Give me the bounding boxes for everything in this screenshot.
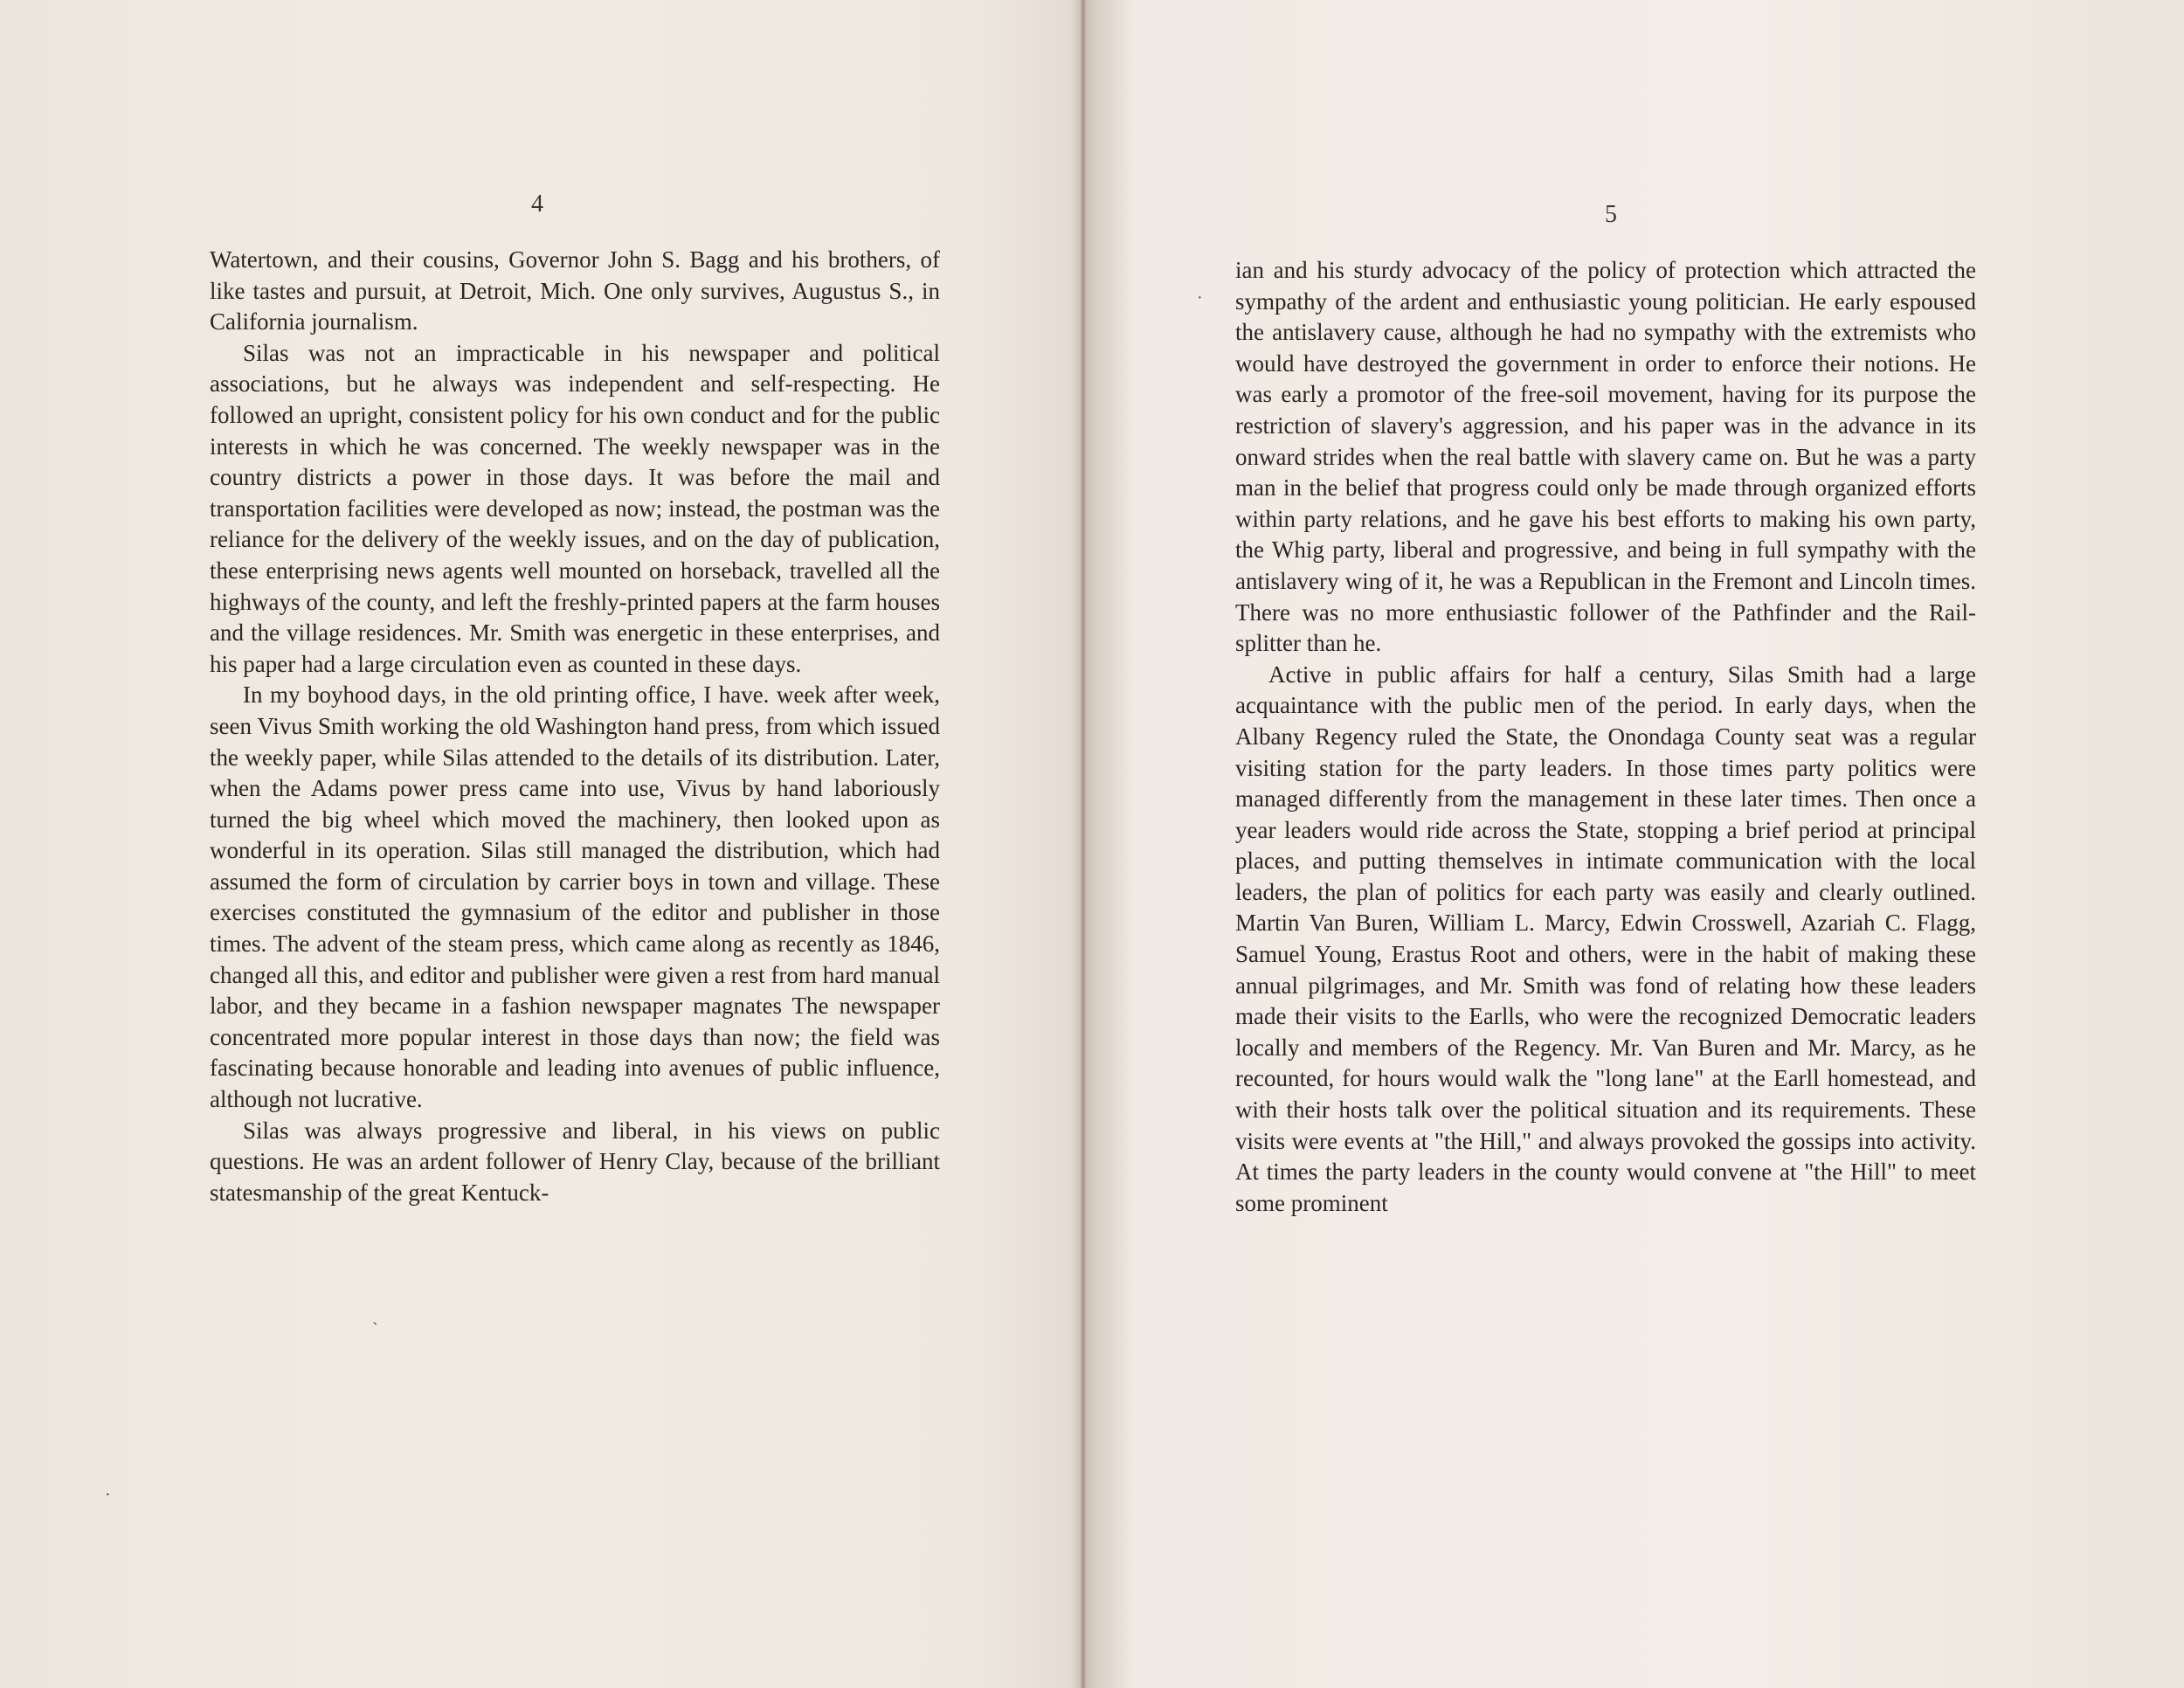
right-page <box>1087 0 2184 1688</box>
paragraph: Silas was always progressive and liberal, in his views on public questions. He was an ardent follower of Henry Clay, because of the brilliant statesmanship of the great Kentuck- <box>210 1117 940 1206</box>
left-page-text <box>210 245 940 1208</box>
book-gutter <box>1080 0 1087 1688</box>
right-page-text <box>1235 255 1976 1219</box>
paragraph: Active in public affairs for half a century, Silas Smith had a large acquaintance with the public men of the period. In early days, when the Albany Regency ruled the State, the Onondaga County seat was a regular visiting station for the party leaders. In those times party politics were managed differently from the management in these later times. Then once a year leaders would ride across the State, stopping a brief period at principal places, and putting themselves in intimate communication with the local leaders, the plan of politics for each party was easily and clearly outlined. Martin Van Buren, William L. Marcy, Edwin Crosswell, Azariah C. Flagg, Samuel Young, Erastus Root and others, were in the habit of making these annual pilgrimages, and Mr. Smith was fond of relating how these leaders made their visits to the Earlls, who were the recognized Democratic leaders locally and members of the Regency. Mr. Van Buren and Mr. Marcy, as he recounted, for hours would walk the "long lane" at the Earll homestead, and with their hosts talk over the political situation and its requirements. These visits were events at "the Hill," and always provoked the gossips into activity. At times the party leaders in the county would convene at "the Hill" to meet some prominent <box>1235 661 1976 1216</box>
speck-mark: · <box>105 1485 111 1505</box>
paragraph: In my boyhood days, in the old printing office, I have. week after week, seen Vivus Smith working the old Washington hand press, from which issued the weekly paper, while Silas attended to the details of its distribution. Later, when the Adams power press came into use, Vivus by hand laboriously turned the big wheel which moved the machinery, then looked upon as wonderful in its operation. Silas still managed the distribution, which had assumed the form of circulation by carrier boys in town and village. These exercises constituted the gymnasium of the editor and publisher in those times. The advent of the steam press, which came along as recently as 1846, changed all this, and editor and publisher were given a rest from hard manual labor, and they became in a fashion newspaper magnates The newspaper concentrated more popular interest in those days than now; the field was fascinating because honorable and leading into avenues of public influence, although not lucrative. <box>210 681 940 1113</box>
left-page <box>0 0 1080 1688</box>
paragraph: ian and his sturdy advocacy of the policy of protection which attracted the sympathy of the ardent and enthusiastic young politician. He early espoused the antislavery cause, although he had no sympathy with the extremists who would have destroyed the government in order to enforce their notions. He was early a promotor of the free-soil movement, having for its purpose the restriction of slavery's aggression, and his paper was in the advance in its onward strides when the real battle with slavery came on. But he was a party man in the belief that progress could only be made through organized efforts within party relations, and he gave his best efforts to making his own party, the Whig party, liberal and progressive, and being in full sympathy with the antislavery wing of it, he was a Republican in the Fremont and Lincoln times. There was no more enthusiastic follower of the Pathfinder and the Rail-splitter than he. <box>1235 257 1976 657</box>
speck-mark: · <box>1197 288 1203 308</box>
speck-mark: ˏ <box>372 1306 378 1325</box>
page-number-right: 5 <box>1605 201 1617 228</box>
page-number-left: 4 <box>531 190 543 218</box>
paragraph: Watertown, and their cousins, Governor John S. Bagg and his brothers, of like tastes and pursuit, at Detroit, Mich. One only survives, Augustus S., in California journalism. <box>210 246 940 336</box>
paragraph: Silas was not an impracticable in his newspaper and political associations, but he always was independent and self-respecting. He followed an upright, consistent policy for his own conduct and for the public interests in which he was concerned. The weekly newspaper was in the country districts a power in those days. It was before the mail and transportation facilities were developed as now; instead, the postman was the reliance for the delivery of the weekly issues, and on the day of publication, these enterprising news agents well mounted on horseback, travelled all the highways of the county, and left the freshly-printed papers at the farm houses and the village residences. Mr. Smith was energetic in these enterprises, and his paper had a large circulation even as counted in these days. <box>210 339 940 677</box>
